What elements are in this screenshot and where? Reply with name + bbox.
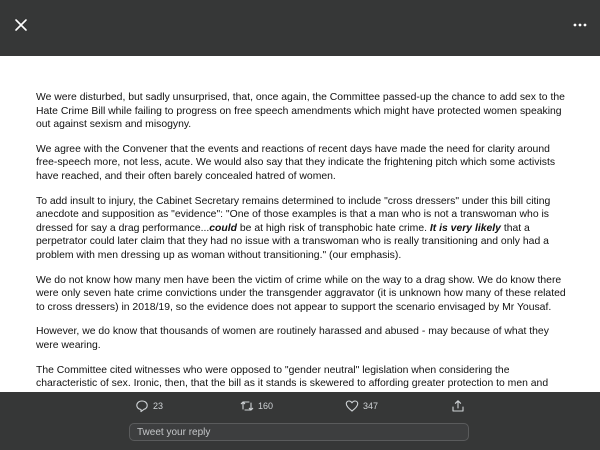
close-button[interactable]: [10, 14, 32, 36]
document-text: [36, 91, 566, 415]
share-icon: [451, 399, 465, 413]
paragraph-3-text-c: that a perpetrator could later claim that they had no issue with a transwoman who is really transitioning and only had a problem with men dressing up as woman without transitioning." (our emphasis).: [36, 222, 549, 261]
more-button[interactable]: [572, 17, 588, 33]
emphasis-very-likely: It is very likely: [429, 222, 501, 234]
reply-button[interactable]: [135, 398, 163, 414]
reply-input[interactable]: [129, 423, 469, 441]
paragraph-2: We agree with the Convener that the events and reactions of recent days have made the need for clarity around free-speech more, not less, acute. We would also say that they indicate the frightening pitch which some activists have reached, and their often barely concealed hatred of women.: [36, 143, 556, 182]
like-count: 347: [363, 401, 379, 411]
paragraph-1: We were disturbed, but sadly unsurprised, that, once again, the Committee passed-up the chance to add sex to the Hate Crime Bill while failing to progress on free speech amendments which might have protected women speaking out against sexism and misogyny.: [36, 92, 565, 131]
paragraph-4: We do not know how many men have been the victim of crime while on the way to a drag show. We do know there were only seven hate crime convictions under the transgender aggravator (it is unknown how many of these related to cross dressers) in 2018/19, so the evidence does not appear to support the scenario envisaged by Mr Yousaf.: [36, 274, 566, 313]
close-icon: [10, 14, 32, 36]
share-button[interactable]: [451, 398, 465, 414]
reply-icon: [135, 399, 149, 413]
paragraph-5: However, we do know that thousands of women are routinely harassed and abused - may because of what they were wearing.: [36, 326, 549, 351]
paragraph-6: The Committee cited witnesses who were opposed to "gender neutral" legislation when considering the characteristic of sex. Ironic, then, that the bill as it stands is skewered to affording greater protection to men and: [36, 364, 549, 390]
paragraph-3-text-a: To add insult to injury, the Cabinet Secretary remains determined to include "cross dressers" under this bill citing anecdote and supposition as "evidence": "One of those examples is that a man who is not a transwoman who is dressed for say a drag performance...: [36, 195, 551, 234]
paragraph-3: [36, 195, 566, 263]
retweet-count: 160: [258, 401, 274, 411]
retweet-button[interactable]: [240, 398, 273, 414]
like-button[interactable]: [345, 398, 378, 414]
more-icon: [572, 17, 588, 33]
reply-placeholder: Tweet your reply: [137, 427, 211, 438]
emphasis-could: could: [209, 222, 237, 234]
reply-count: 23: [153, 401, 164, 411]
paragraph-3-text-b: be at high risk of transphobic hate crime.: [236, 222, 430, 234]
heart-icon: [345, 399, 359, 413]
top-bar: [0, 0, 600, 56]
tweet-actions-bar: [0, 392, 600, 450]
document-image: [0, 56, 600, 392]
retweet-icon: [240, 399, 254, 413]
